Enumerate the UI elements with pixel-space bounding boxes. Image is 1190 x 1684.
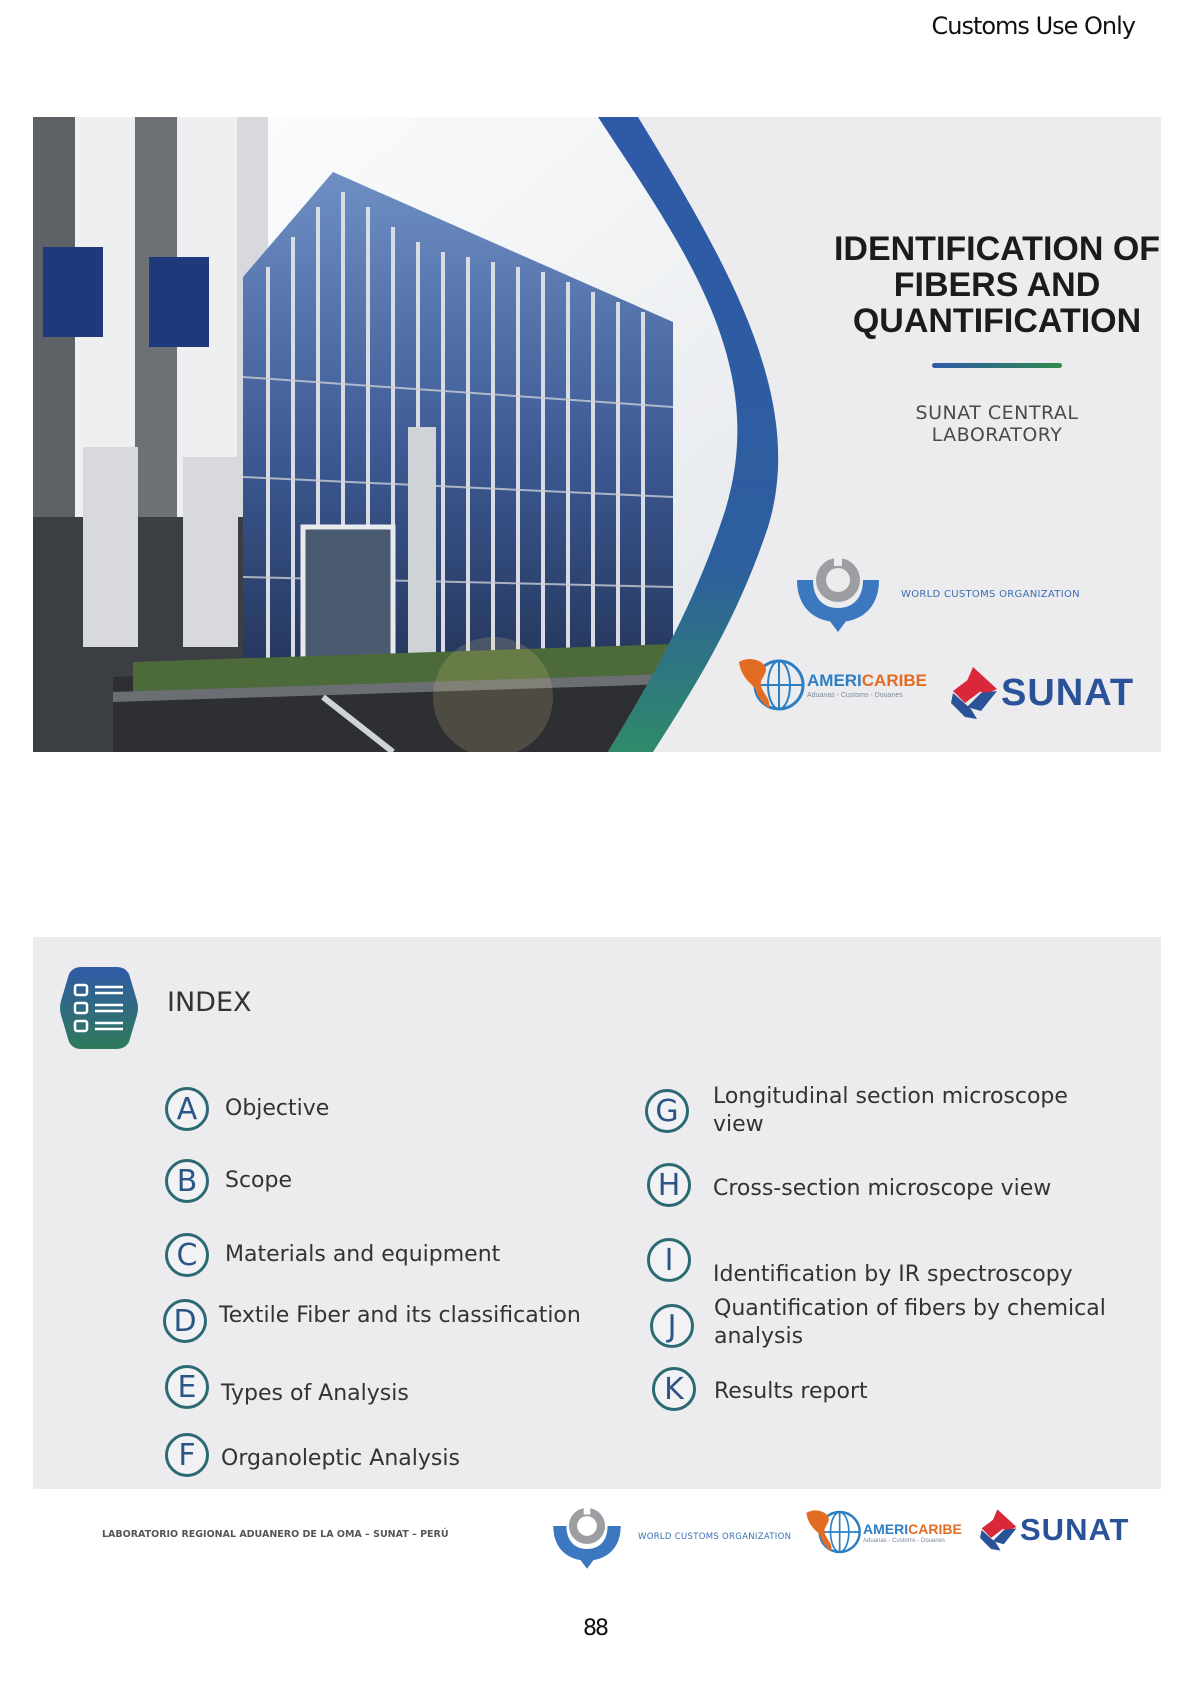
index-item-label: Results report [714, 1379, 868, 1404]
americaribe-tagline: Aduanas - Customs - Douanes [863, 1537, 946, 1544]
sunat-emblem-icon [980, 1509, 1018, 1551]
index-heading: INDEX [167, 987, 252, 1018]
index-item-f [165, 1433, 460, 1477]
index-item-b [165, 1159, 292, 1203]
americas-globe-icon [735, 652, 807, 718]
americas-globe-icon [803, 1504, 863, 1560]
index-letter-badge: A [165, 1087, 209, 1131]
index-letter-badge: C [165, 1233, 209, 1277]
index-item-h [647, 1163, 1051, 1207]
footer-wco-label: WORLD CUSTOMS ORGANIZATION [638, 1532, 792, 1542]
index-letter-badge: F [165, 1433, 209, 1477]
index-letter-badge: I [647, 1238, 691, 1282]
index-item-label: Scope [225, 1168, 293, 1193]
index-letter-badge: G [645, 1089, 689, 1133]
wco-logo [793, 550, 1080, 632]
index-item-label: Quantification of fibers by chemical analysis [714, 1296, 1106, 1349]
footer-sunat-wordmark: SUNAT [1020, 1512, 1130, 1547]
title-block [793, 231, 1161, 446]
wco-label: WORLD CUSTOMS ORGANIZATION [901, 588, 1080, 600]
index-item-i [647, 1231, 1073, 1289]
index-item-label: Textile Fiber and its classification [219, 1303, 581, 1328]
index-letter-badge: B [165, 1159, 209, 1203]
index-letter-badge: E [165, 1365, 209, 1409]
index-item-d [163, 1299, 581, 1343]
sunat-wordmark: SUNAT [1001, 671, 1135, 714]
americaribe-name-part1: AMERI [863, 1520, 909, 1537]
document-title: IDENTIFICATION OF FIBERS AND QUANTIFICATION [833, 230, 1161, 340]
document-subtitle: SUNAT CENTRAL LABORATORY [915, 402, 1079, 446]
footer-americaribe-wordmark [863, 1521, 962, 1544]
index-item-label: Types of Analysis [221, 1381, 409, 1406]
title-accent-line [932, 363, 1062, 368]
index-item-label: Cross-section microscope view [713, 1176, 1052, 1201]
americaribe-tagline: Aduanas - Customs - Douanes [807, 692, 903, 699]
index-item-e [165, 1365, 409, 1409]
footer-sunat-logo [980, 1509, 1129, 1551]
index-item-label: Objective [225, 1096, 330, 1121]
cover-slide [33, 117, 1161, 752]
footer-wco-logo [550, 1501, 791, 1569]
wco-emblem-icon [550, 1501, 624, 1569]
page-number: 88 [583, 1616, 607, 1641]
customs-use-only-label: Customs Use Only [931, 12, 1135, 40]
footer-lab-text: LABORATORIO REGIONAL ADUANERO DE LA OMA – SUNAT – PERÚ [102, 1529, 449, 1540]
sunat-emblem-icon [951, 667, 999, 719]
index-letter-badge: J [650, 1304, 694, 1348]
index-item-g [645, 1083, 1068, 1139]
index-item-c [165, 1233, 500, 1277]
index-letter-badge: H [647, 1163, 691, 1207]
index-item-label: Organoleptic Analysis [221, 1446, 460, 1471]
americaribe-name-part2: CARIBE [908, 1520, 962, 1537]
index-letter-badge: D [163, 1299, 207, 1343]
index-item-label: Identification by IR spectroscopy [713, 1262, 1073, 1287]
sunat-logo [951, 667, 1134, 719]
index-item-a [165, 1087, 329, 1131]
index-item-label: Longitudinal section microscope view [713, 1084, 1068, 1137]
footer-americaribe-logo [803, 1504, 962, 1560]
index-item-label: Materials and equipment [225, 1242, 501, 1267]
americaribe-name-part1: AMERI [807, 671, 862, 690]
index-slide [33, 937, 1161, 1489]
index-item-j [650, 1296, 1106, 1351]
americaribe-name-part2: CARIBE [861, 671, 927, 690]
wco-emblem-icon [793, 550, 883, 632]
americaribe-logo [735, 652, 927, 718]
index-item-k [652, 1367, 868, 1411]
index-letter-badge: K [652, 1367, 696, 1411]
index-list-icon [59, 965, 139, 1051]
americaribe-wordmark [807, 671, 927, 699]
